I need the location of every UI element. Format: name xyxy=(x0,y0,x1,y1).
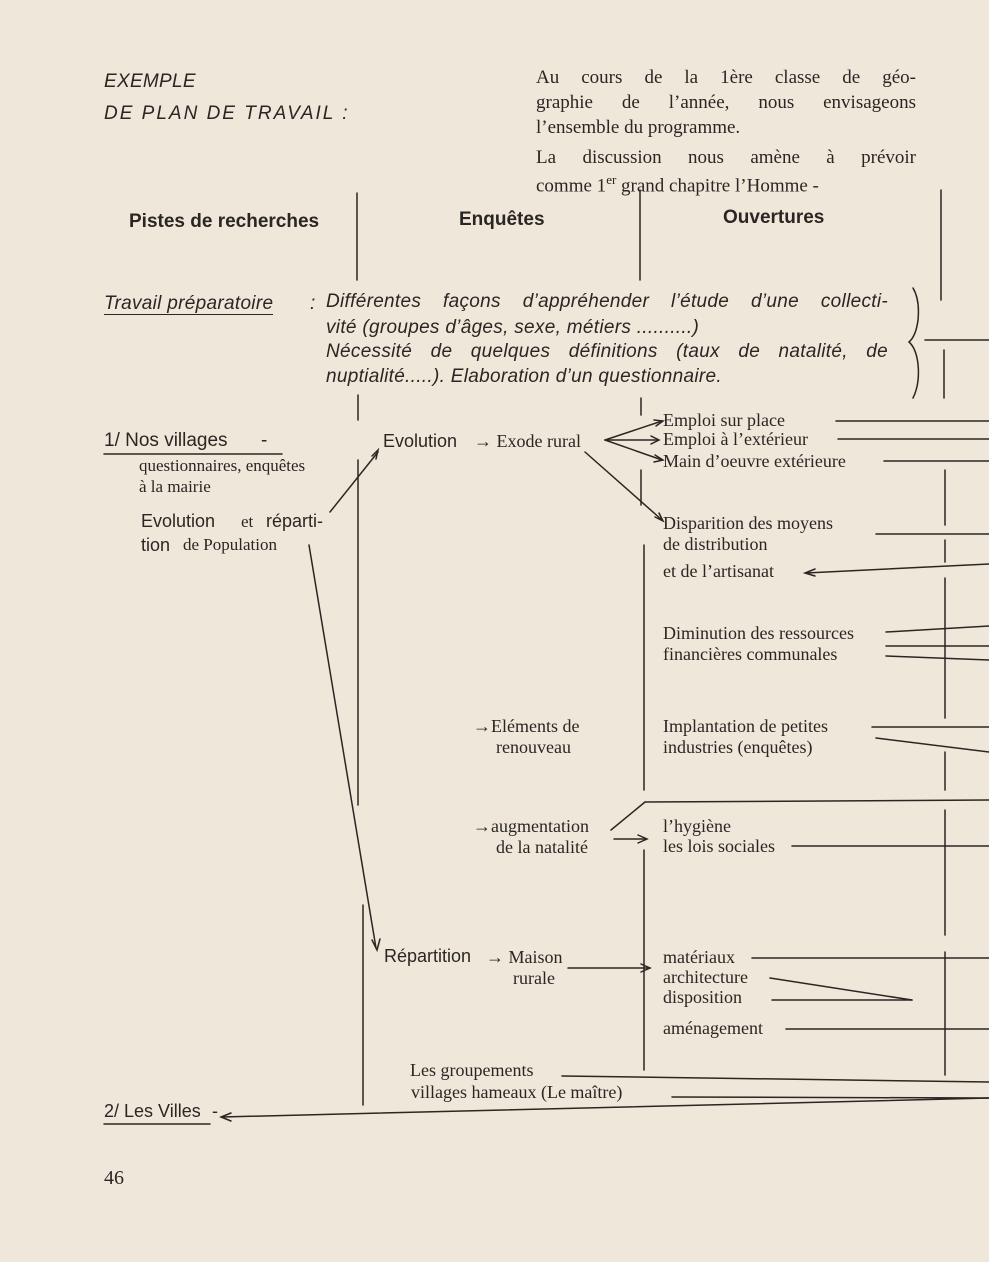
header-label-line2: DE PLAN DE TRAVAIL : xyxy=(104,103,350,124)
enquete-repartition: Répartition xyxy=(384,946,472,966)
section1-sub1: questionnaires, enquêtes xyxy=(139,456,306,475)
intro-line-2: graphie de l’année, nous envisageons xyxy=(536,92,916,113)
intro-line-5 xyxy=(536,173,819,195)
section1-evo-b: et xyxy=(241,512,254,531)
ouverture-emploi-exterieur: Emploi à l’extérieur xyxy=(663,429,808,449)
section1-evo-c: réparti- xyxy=(266,511,324,531)
enquete-augmentation-line1: →augmentation xyxy=(473,816,589,836)
prep-line-2: vité (groupes d’âges, sexe, métiers ..........) xyxy=(326,317,700,338)
section1-evo-e: de Population xyxy=(183,535,277,554)
ouverture-architecture: architecture xyxy=(663,967,748,987)
ouverture-implantation-line2: industries (enquêtes) xyxy=(663,737,813,757)
prep-label: Travail préparatoire xyxy=(104,293,274,314)
section2-dash: - xyxy=(212,1101,218,1121)
ouverture-diminution-line1: Diminution des ressources xyxy=(663,623,854,643)
column-header-enquetes: Enquêtes xyxy=(459,209,545,230)
ouverture-disparition-line1: Disparition des moyens xyxy=(663,513,833,533)
enquete-maison-line2: rurale xyxy=(513,968,555,988)
ouverture-lois-sociales: les lois sociales xyxy=(663,836,775,856)
section1-evo-a: Evolution xyxy=(141,511,216,531)
prep-line-3: Nécessité de quelques définitions (taux de natalité, de xyxy=(326,341,888,362)
ouverture-disparition-line3: et de l’artisanat xyxy=(663,561,774,581)
intro-line-4: La discussion nous amène à prévoir xyxy=(536,147,916,168)
header-label-line1: EXEMPLE xyxy=(104,71,196,92)
enquete-groupements-line2: villages hameaux (Le maître) xyxy=(411,1082,623,1102)
enquete-elements-line2: renouveau xyxy=(496,737,571,757)
ouverture-diminution-line2: financières communales xyxy=(663,644,838,664)
column-header-ouvertures: Ouvertures xyxy=(723,207,825,228)
enquete-exode-rural: → Exode rural xyxy=(474,431,581,451)
section2-title: 2/ Les Villes xyxy=(104,1101,201,1121)
ouverture-materiaux: matériaux xyxy=(663,947,735,967)
intro-line-3: l’ensemble du programme. xyxy=(536,117,741,138)
section1-dash: - xyxy=(261,430,268,451)
page-number: 46 xyxy=(104,1167,124,1189)
enquete-augmentation-line2: de la natalité xyxy=(496,837,588,857)
prep-line-4: nuptialité.....). Elaboration d’un questionnaire. xyxy=(326,366,722,387)
column-header-pistes: Pistes de recherches xyxy=(129,211,320,232)
ouverture-hygiene: l’hygiène xyxy=(663,816,731,836)
enquete-maison-line1: → Maison xyxy=(486,947,563,967)
section1-title: 1/ Nos villages xyxy=(104,430,228,451)
section1-evo-d: tion xyxy=(141,535,171,555)
intro-line-5-after: grand chapitre l’Homme - xyxy=(616,175,819,197)
ouverture-emploi-place: Emploi sur place xyxy=(663,410,785,430)
intro-line-5-before: comme 1 xyxy=(536,175,607,197)
section1-sub2: à la mairie xyxy=(139,477,211,496)
ouverture-main-oeuvre: Main d’oeuvre extérieure xyxy=(663,451,846,471)
enquete-elements-line1: →Eléments de xyxy=(473,716,580,736)
intro-line-1: Au cours de la 1ère classe de géo- xyxy=(536,67,916,88)
enquete-groupements-line1: Les groupements xyxy=(410,1060,534,1080)
prep-colon: : xyxy=(310,293,316,314)
ouverture-disposition: disposition xyxy=(663,987,743,1007)
ouverture-implantation-line1: Implantation de petites xyxy=(663,716,828,736)
intro-line-5-sup: er xyxy=(606,172,617,187)
ouverture-disparition-line2: de distribution xyxy=(663,534,768,554)
ouverture-amenagement: aménagement xyxy=(663,1018,763,1038)
prep-line-1: Différentes façons d’appréhender l’étude d’une collecti- xyxy=(326,291,888,312)
enquete-evolution: Evolution xyxy=(383,431,458,451)
